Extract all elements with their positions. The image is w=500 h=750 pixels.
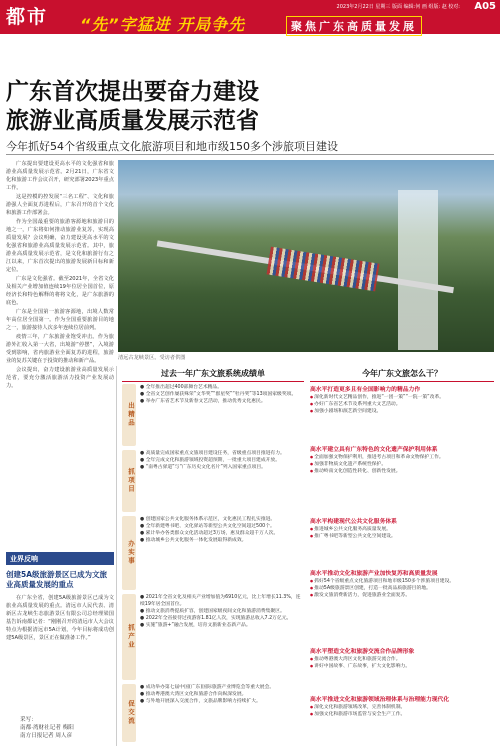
plan-item: ● 推进城乡公共文化服务高质量发展。 bbox=[310, 526, 494, 533]
paragraph: 这是控模的控发展“三名工程”、文化和旅游强人全面复苏进程后，广东召开的首个文化和旅游工作部署会。 bbox=[6, 194, 114, 216]
section-title: 都市 bbox=[6, 6, 49, 28]
timeline-item: ● 创建国家公共文化服务体系示范区，文化惠民工程扎实推进。 bbox=[140, 517, 276, 522]
plan-item: ● 加强非物质文化遗产系统性保护。 bbox=[310, 461, 494, 468]
timeline bbox=[122, 384, 304, 746]
timeline-tag: 出精品 bbox=[122, 384, 136, 446]
plan-block bbox=[310, 518, 494, 540]
plan-item: ● 加强小剧场和演艺新空间建设。 bbox=[310, 408, 494, 415]
plan-heading: 高水平建立具有广东特色的文化遗产保护利用体系 bbox=[310, 447, 438, 453]
timeline-item: ● 全年新建粤书吧、文化驿站等新型公共文化空间超过500个。 bbox=[140, 524, 275, 530]
plan-item: ● 全面加强文物保护利用，推进考古项目和革命文物保护工作。 bbox=[310, 454, 494, 461]
plan-heading: 高水平塑造文化和旅游交流合作品牌形象 bbox=[310, 649, 415, 655]
timeline-item: ● 2022年全省接待过夜游客1.81亿人次，实现旅游总收入7.2万亿元。 bbox=[140, 616, 292, 622]
plan-item: ● 推动5A级旅游景区创建，打造一批高品质旅游目的地。 bbox=[310, 585, 494, 592]
banner-slogan: “先”字猛进 开局争先 bbox=[80, 15, 246, 34]
paragraph: 会议提出，奋力建设旅游业高质量发展示范省，要充分激活旅游活力投资产业发展动力。 bbox=[6, 367, 114, 389]
paragraph: 广东是文化强省。截至2021年，全省文化及相关产业增加值连续19年位居全国首位，原经济长和特色解释的将将文化，是广东旅游的底色。 bbox=[6, 276, 114, 306]
timeline-tag: 抓项目 bbox=[122, 450, 136, 512]
headline-line: 旅游业高质量发展示范省 bbox=[6, 108, 259, 134]
article-body bbox=[6, 160, 114, 391]
paragraph: 广东是全国第一旅游客源地，出境人数常年高位居全国第一。作为全国重要旅游目的地之一，旅游接待人次多年连续位居前列。 bbox=[6, 309, 114, 331]
plan-heading: 高水平构建现代公共文化服务体系 bbox=[310, 519, 397, 525]
timeline-item: ● 全年推出超过400部舞台艺术精品。 bbox=[140, 385, 223, 390]
plan-item: ● 激发文旅消费新活力，促进旅游业全面复苏。 bbox=[310, 592, 494, 599]
paragraph: 广东提出要建设更高水平的文化强省和旅游业高质量发展示范省。2月21日，广东省文化和旅游工作会议召开，研究部署2023年重点工作。 bbox=[6, 161, 114, 191]
plan-heading: 高水平推动文化和旅游产业加快复苏和高质量发展 bbox=[310, 571, 438, 577]
scenic-photo bbox=[118, 160, 494, 352]
timeline-item: ● 推动城乡公共文化服务一体化发展取得新成效。 bbox=[140, 538, 247, 544]
headline-line: 广东首次提出要奋力建设 bbox=[6, 79, 259, 105]
headline bbox=[6, 78, 259, 136]
plan-item: ● 加强文化和旅游市场监管与安全生产工作。 bbox=[310, 711, 494, 718]
timeline-items bbox=[140, 516, 304, 544]
page-meta: 2023年2月22日 星期三 版面 编辑:何 画 组版: 赵 校对: bbox=[336, 4, 460, 10]
timeline-items bbox=[140, 450, 304, 471]
timeline-items bbox=[140, 594, 304, 629]
timeline-tag: 办实事 bbox=[122, 516, 136, 590]
paragraph: 作为全国最重要的旅游客源地和旅游目的地之一，广东将如何推动旅游业复苏，实现高质量发展？会议明确，奋力建设更高水平的文化强省和旅游业高质量发展示范省。其中，旅游业高质量发展示范省，是文化和旅游行有之江以来，广东首次提出的旅游发展新目标和新定位。 bbox=[6, 219, 114, 273]
sidebar-title: 创建5A级旅游景区已成为文旅业高质量发展的重点 bbox=[6, 570, 108, 589]
paragraph: 疫情三年，广东旅游业饱受冲击。作为旅游外汇收入第一大省，出境游“停摆”，入境游受到影响，省内旅游业全面复苏的进程，旅游业的复苏关键在于投资的推动和新产品。 bbox=[6, 334, 114, 364]
timeline-item: ● 全年完成文化和旅游领域投资超预期，一批重大项目建成开放。 bbox=[140, 458, 281, 464]
plan-item: ● 深化新时代文艺精品创作，推进“一团一策”“一院一策”改革。 bbox=[310, 394, 494, 401]
byline-line: 采写： bbox=[20, 717, 37, 723]
timeline-item: ● 推动文旅消费提质扩容，创建国家级夜间文化和旅游消费集聚区。 bbox=[140, 609, 285, 615]
banner-theme: 聚焦广东高质量发展 bbox=[286, 16, 422, 36]
page-number: A05 bbox=[474, 1, 496, 12]
byline-line: 南都·湾财社记者 梅阳 bbox=[20, 725, 74, 731]
sidebar-heading: 业界反响 bbox=[6, 552, 114, 565]
plan-item: ● 推动粤港澳大湾区文化和旅游交流合作。 bbox=[310, 656, 494, 663]
plan-heading: 高水平推进文化和旅游领域治理体系与治理能力现代化 bbox=[310, 697, 450, 703]
column-divider bbox=[116, 366, 117, 746]
plan-title: 今年广东文旅怎么干？ bbox=[310, 368, 494, 382]
timeline-title: 过去一年广东文旅系统成绩单 bbox=[122, 368, 304, 382]
timeline-item: ● 累计举办各类群众文化活动超过3万场，惠及群众超千万人次。 bbox=[140, 531, 279, 537]
timeline-tag: 抓产业 bbox=[122, 594, 136, 680]
plan-item: ● 办好广东省艺术节及系列重大文艺活动。 bbox=[310, 401, 494, 408]
timeline-items bbox=[140, 684, 304, 705]
timeline-item: ● 实施“旅游+”融合发展，培育文旅新业态新产品。 bbox=[140, 623, 251, 629]
plan-item: ● 推广粤书吧等新型公共文化空间建设。 bbox=[310, 533, 494, 540]
timeline-item: ● 高质量完成国家重点文旅项目建设任务，省级重点项目推进有力。 bbox=[140, 451, 285, 456]
timeline-item: ● “南粤古驿道”与“广东历史文化名片”列入国家重点项目。 bbox=[140, 465, 266, 471]
timeline-item: ● 与外地开展深入交流合作，文旅品牌影响力持续扩大。 bbox=[140, 699, 261, 705]
divider bbox=[6, 154, 494, 155]
plan-item: ● 抓好54个省级重点文化旅游项目和地市级150多个涉旅项目建设。 bbox=[310, 578, 494, 585]
plan-heading: 高水平打造更多且有全国影响力的精品力作 bbox=[310, 387, 421, 393]
sidebar-body bbox=[6, 594, 114, 642]
plan-block bbox=[310, 570, 494, 599]
timeline-item: ● 举办广东省艺术节及新春文艺活动，推动优秀文化惠民。 bbox=[140, 399, 266, 405]
timeline-items bbox=[140, 384, 304, 405]
plan-block bbox=[310, 648, 494, 670]
timeline-tag: 促交流 bbox=[122, 684, 136, 742]
timeline-item: ● 2021年全省文化及相关产业增加值为6910亿元，比上年增长11.3%，连续19年居全国首位。 bbox=[140, 595, 301, 608]
byline-line: 南方日报记者 周人彦 bbox=[20, 733, 73, 739]
photo-caption: 清远古龙峡景区。受访者供图 bbox=[118, 355, 186, 361]
plan-item: ● 深化文化和旅游领域改革，完善体制机制。 bbox=[310, 704, 494, 711]
plan-block bbox=[310, 446, 494, 475]
byline bbox=[20, 716, 74, 740]
paragraph: 在广东全省，创建5A级旅游景区已成为文旅业高质量发展的重点。清远市人民代表、清新区古龙峡生态旅游景区有限公司总经理梁国基告诉南都记者：“刚刚召开的清远市人大会议特点为根据清远市5A计划，今年目标将成功创建5A级景区，景区正在做准备工作。” bbox=[6, 595, 114, 641]
subtitle: 今年抓好54个省级重点文化旅游项目和地市级150多个涉旅项目建设 bbox=[6, 140, 338, 153]
plan-block bbox=[310, 386, 494, 415]
plan-block bbox=[310, 696, 494, 718]
timeline-item: ● 成功举办第七届中国(广东)国际旅游产业博览会等重大展会。 bbox=[140, 685, 275, 690]
plan-item: ● 推动岭南文化创造性转化、创新性发展。 bbox=[310, 468, 494, 475]
timeline-item: ● 全省文艺创作屡获殊荣“文华奖”“群星奖”“牡丹奖”等13项国家级奖项。 bbox=[140, 392, 297, 398]
timeline-item: ● 推动粤港澳大湾区文化和旅游合作向纵深发展。 bbox=[140, 692, 247, 698]
plan-item: ● 讲好中国故事、广东故事，扩大文化影响力。 bbox=[310, 663, 494, 670]
